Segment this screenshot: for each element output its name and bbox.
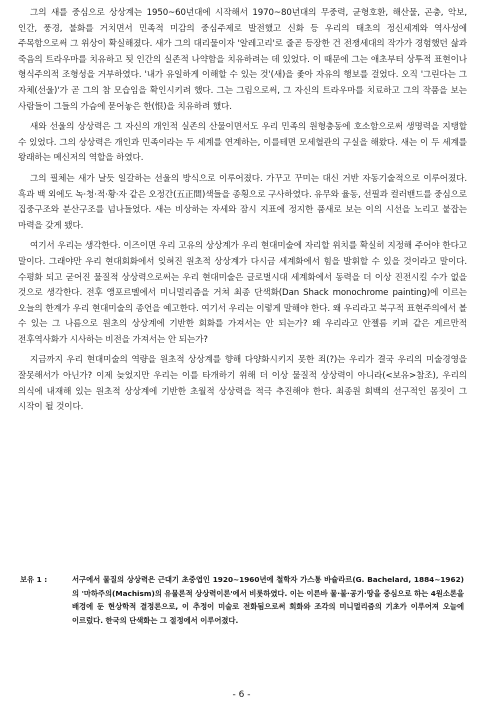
page-number: - 6 - [232,690,251,700]
footnote [20,573,464,627]
body-paragraph-4: 여기서 우리는 생각한다. 이즈이면 우리 고유의 상상계가 우리 현대미술에 자리할 위치를 확실히 지정해 주어야 한다고 말이다. 그래야만 우리 현대회화에서 잊혀진 원초적 상상계가 다시금 세계화에서 힘을 발휘할 수 있을 것이라고 말이다. 수평화 되고 굳어진 물질적 상상력으로써는 우리 현대미술은 글로벌시대 세계화에서 동력을 더 이상 진전시킬 수가 없을 것으로 생각한다. 전후 앵포르멜에서 미니멀리즘을 거쳐 최종 단색화(Dan Shack monochrome painting)에 이르는 오늘의 한계가 우리 현대미술의 종언을 예고한다. 여기서 우리는 이렇게 말해야 한다. 왜 우리라고 북구적 표현주의에서 볼 수 있는 그 나름으로 원초의 상상계에 기반한 회화를 가져서는 안 되는가? 왜 우리라고 안젤름 키퍼 같은 게르만적 전후역사화가 시사하는 비전을 가져서는 안 되는가? [18,241,467,345]
body-paragraph-1: 그의 새를 중심으로 상상계는 1950~60년대에 시작해서 1970~80년대의 무중력, 균형호환, 해산물, 곤충, 악보, 인간, 풍경, 불화를 거치면서 민족적 미감의 중심주제로 발전했고 신화 등 우리의 태초의 정신세계와 역사성에 주목함으로써 그 위상이 확실해졌다. 새가 그의 대리물이자 '알레고리'로 줄곧 등장한 건 전쟁세대의 작가가 경험했던 삶과 죽음의 트라우마를 치유하고 됫 인간의 실존적 나약함을 치유하려는 데 있었다. 이 때문에 그는 애초부터 상투적 표현이나 형식주의적 조형성을 거부하였다. '내가 유일하게 이해할 수 있는 것'(새)을 좇아 자유의 행보를 걸었다. 오직 '그린다는 그 자체(선울)'가 곧 그의 참 모습임을 확인시키려 했다. 그는 그림으로써, 그 자신의 트라우마를 치료하고 그의 작품을 보는 사람들이 그들의 가슴에 묻어놓은 한(恨)을 치유하려 했다. [18,8,467,112]
document-body [18,6,467,421]
body-paragraph-5: 지금까지 우리 현대미술의 역량을 원초적 상상계를 향해 다양화시키지 못한 죄(?)는 우리가 결국 우리의 미술경영을 잘못해서가 아닌가? 이제 늦었지만 우리는 이를 타개하기 위해 더 이상 물질적 상상력이 아니라(<보유>참조), 우리의 의식에 내재해 있는 원초적 상상계에 기반한 초월적 상상력을 적극 추진해야 한다. 최종원 회백의 선구적인 몸짓이 그 시작이 될 것이다. [18,355,467,413]
footnote-label: 보유 1 : [20,575,48,584]
body-paragraph-2: 새와 선울의 상상력은 그 자신의 개인적 실존의 산물이면서도 우리 민족의 원형충동에 호소함으로써 생명력을 지탱할 수 있었다. 그의 상상력은 개인과 민족이라는 두 세계를 연계하는, 이를테면 모세혈관의 구실을 해왔다. 새는 이 두 세계를 왕래하는 메신저의 역할을 하였다. [18,122,467,164]
footnote-text: 서구에서 물질의 상상력은 근대기 초중엽인 1920~1960년에 철학자 가스통 바슐라르(G. Bachelard, 1884~1962)의 '마하주의(Machism)의 유물론적 상상력이론'에서 비롯하였다. 이는 이른바 물·불·공기·땅을 중심으로 하는 4원소론을 배경에 둔 현상학적 결정론으로, 이 추정이 미술로 전화됨으로써 회화와 조각의 미니멀리즘의 기초가 이루어져 오늘에 이르렀다. 한국의 단색화는 그 절정에서 이루어졌다. [72,575,464,625]
body-paragraph-3: 그의 필체는 새가 날듯 일갈하는 선울의 방식으로 이루어졌다. 가꾸고 꾸미는 대신 거반 자동기술적으로 이루어졌다. 흑과 백 외에도 녹·청·적·황·자 같은 오정간(五正間)색들을 종횡으로 구사하였다. 유무와 율동, 선필과 컬러밴드를 중심으로 집중구조와 분산구조를 넘나들었다. 새는 비상하는 자세와 잠시 지표에 정지한 품새로 보는 이의 시선을 노리고 붙잡는 마력을 갖게 됐다. [18,173,467,231]
